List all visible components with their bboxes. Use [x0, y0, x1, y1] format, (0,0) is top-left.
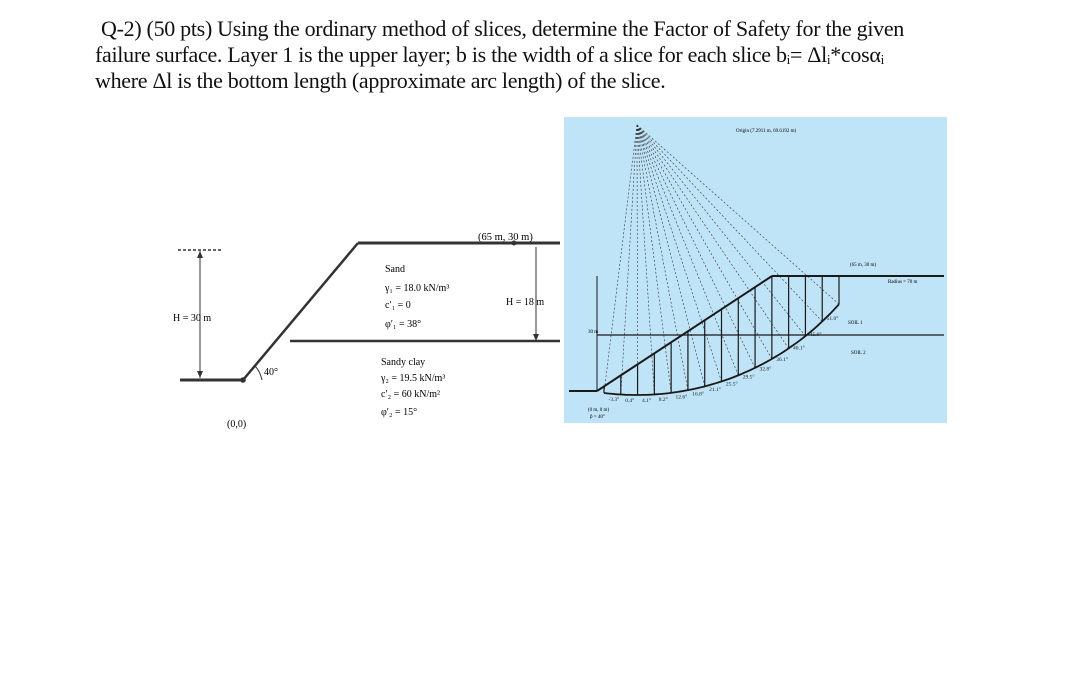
slice-angle-label: 0.4°	[625, 397, 635, 404]
layer1-height-label: H = 18 m	[506, 297, 545, 308]
height-label: 30 m	[588, 330, 599, 335]
soil1-label: SOIL 1	[848, 321, 863, 326]
radius-label: Radius = 70 m	[888, 280, 918, 285]
soil2-label: SOIL 2	[851, 351, 866, 356]
origin-label: (0,0)	[227, 419, 247, 430]
slices-diagram-figure	[564, 117, 947, 423]
slices-diagram-svg	[564, 117, 947, 423]
slice-angle-label: 32.8°	[759, 366, 772, 373]
toe-point-label: (0 m, 0 m)	[588, 408, 610, 413]
layer2-unit-weight: γ₂ = 19.5 kN/m³	[381, 373, 446, 384]
layer2-friction-angle: φ′₂ = 15°	[381, 407, 418, 418]
layer1-unit-weight: γ₁ = 18.0 kN/m³	[385, 283, 450, 294]
slice-angle-label: -3.3°	[608, 396, 620, 403]
origin-label: Origin (7.2911 m, 69.6192 m)	[736, 129, 797, 134]
slope-cross-section-figure	[170, 225, 565, 435]
slice-angle-label: 45.6°	[809, 332, 822, 338]
layer2-name: Sandy clay	[381, 357, 426, 368]
slice-angle-label: 36.1°	[776, 356, 789, 363]
slice-angle-label: 51.0°	[826, 316, 839, 323]
slice-angle-label: 29.5°	[742, 374, 755, 381]
question-line-3: where Δl is the bottom length (approximate arc length) of the slice.	[95, 68, 666, 93]
question-line-2: failure surface. Layer 1 is the upper layer; b is the width of a slice for each slice bᵢ= Δlᵢ*cosαᵢ	[95, 42, 884, 67]
question-line-1: Q-2) (50 pts) Using the ordinary method of slices, determine the Factor of Safety for the given	[101, 16, 905, 41]
slice-angle-label: 21.1°	[709, 387, 721, 394]
slice-angle-label: 12.6°	[675, 394, 688, 401]
slope-face-line	[243, 243, 358, 380]
diagram-background	[564, 117, 947, 423]
crest-point-label: (65 m, 30 m)	[850, 263, 877, 268]
slope-angle-label: 40°	[264, 367, 278, 378]
slice-angle-label: 25.5°	[725, 381, 738, 388]
layer1-name: Sand	[385, 264, 405, 275]
layer1-friction-angle: φ′₁ = 38°	[385, 319, 422, 330]
question-text	[95, 16, 995, 94]
total-height-label: H = 30 m	[173, 313, 212, 324]
layer2-cohesion: c′₂ = 60 kN/m²	[381, 389, 441, 400]
beta-label: β = 40°	[590, 415, 605, 420]
slice-angle-label: 8.2°	[658, 396, 668, 403]
slice-angle-label: 4.1°	[642, 397, 652, 404]
crest-point-label: (65 m, 30 m)	[478, 232, 533, 243]
slice-angle-label: 40.1°	[793, 345, 805, 352]
slice-angle-label: 16.8°	[692, 391, 705, 398]
layer1-cohesion: c′₁ = 0	[385, 300, 411, 311]
